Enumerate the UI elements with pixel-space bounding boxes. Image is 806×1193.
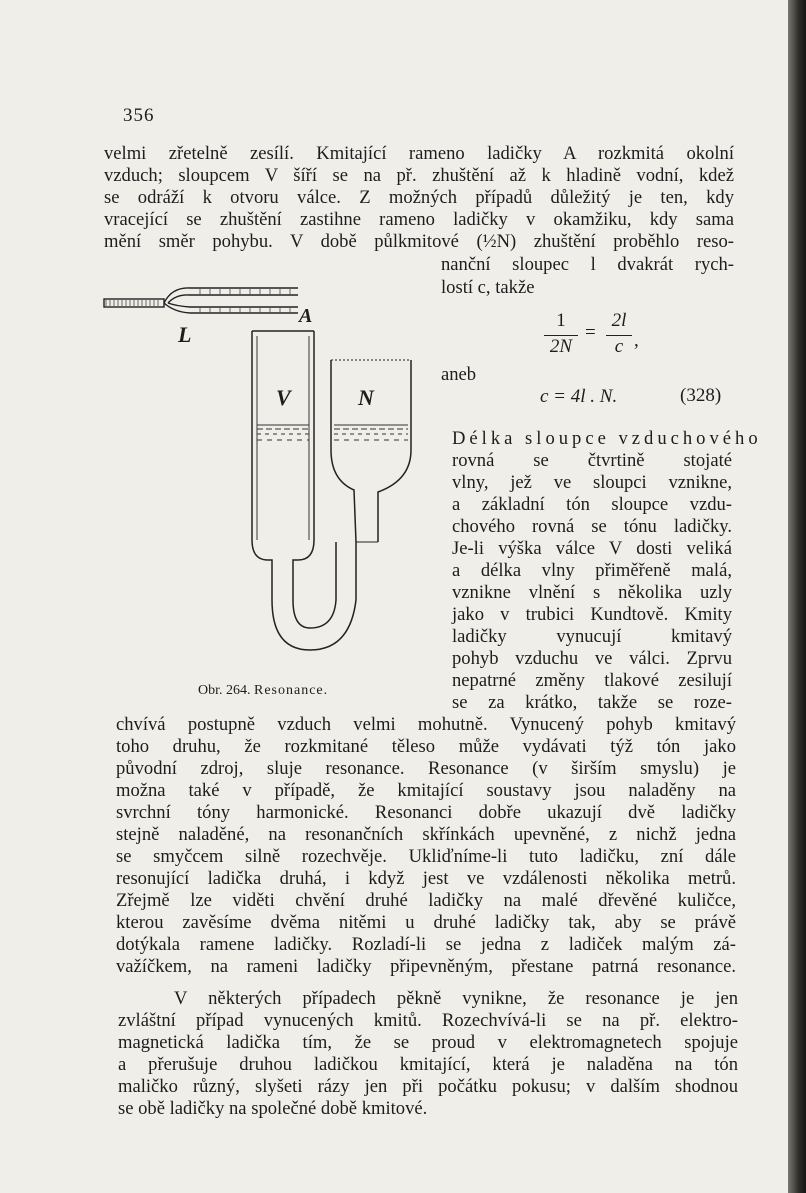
aneb-word: aneb <box>441 364 477 385</box>
reservoir-right <box>378 360 411 542</box>
text-line: pohyb vzduchu ve válci. Zprvu <box>452 648 732 669</box>
label-V: V <box>276 385 291 410</box>
text-line: vzduch; sloupcem V šíří se na př. zhuštění až k hladině vodní, kdež <box>104 165 734 186</box>
figure-caption <box>198 683 328 699</box>
text-line: a délka vlny přiměřeně malá, <box>452 560 732 581</box>
text-line: Zřejmě lze viděti chvění druhé ladičky na malé dřevěné kuličce, <box>116 890 736 911</box>
text-line: Je-li výška válce V dosti veliká <box>452 538 732 559</box>
text-line: magnetická ladička tím, že se proud v elektromagnetech spojuje <box>118 1032 738 1053</box>
text-line: a základní tón sloupce vzdu- <box>452 494 732 515</box>
text-line: kterou zavěsíme dvěma nitěmi u druhé ladičky tak, aby se právě <box>116 912 736 933</box>
text-line: jako v trubici Kundtově. Kmity <box>452 604 732 625</box>
equals-sign: = <box>585 322 596 343</box>
text-line: vznikne vlnění s několika uzly <box>452 582 732 603</box>
text-line: se za krátko, takže se roze- <box>452 692 732 713</box>
reservoir-left <box>331 360 356 542</box>
text-line: maličko různý, slyšeti rázy jen při počátku pokusu; v dalším shodnou <box>118 1076 738 1097</box>
text-line: mění směr pohybu. V době půlkmitové (½N) zhuštění proběhlo reso- <box>104 231 734 252</box>
equation-328: c = 4l . N. <box>540 386 618 407</box>
text-line: ladičky vynucují kmitavý <box>452 626 732 647</box>
frac-den-left: 2N <box>549 336 573 357</box>
text-line: V některých případech pěkně vynikne, že resonance je jen <box>174 988 738 1009</box>
text-line: nepatrné změny tlakové zesilují <box>452 670 732 691</box>
text-line: resonující ladička druhá, i když jest ve vzdálenosti několika metrů. <box>116 868 736 889</box>
text-line: važíčkem, na rameni ladičky připevněným, přestane patrná resonance. <box>116 956 736 977</box>
text-line: se odráží k otvoru válce. Z možných případů důležitý je ten, kdy <box>104 187 734 208</box>
frac-num-right: 2l <box>611 310 627 331</box>
text-line: a přerušuje druhou ladičkou kmitající, která je naladěna na tón <box>118 1054 738 1075</box>
comma: , <box>634 330 639 351</box>
text-line: nanční sloupec l dvakrát rych- <box>441 254 734 275</box>
text-line: vlny, jež ve sloupci vznikne, <box>452 472 732 493</box>
label-A: A <box>299 305 313 327</box>
label-L: L <box>178 322 192 347</box>
frac-den-right: c <box>614 336 624 357</box>
text-line: vracející se zhuštění zastihne rameno ladičky v okamžiku, kdy sama <box>104 209 734 230</box>
text-line: dotýkala ramene ladičky. Rozladí-li se jedna z ladiček malým zá- <box>116 934 736 955</box>
text-line: stejně naladěné, na resonančních skřínkách upevněné, z nichž jedna <box>116 824 736 845</box>
text-line: Délka sloupce vzduchového <box>452 428 762 449</box>
book-spine <box>788 0 806 1193</box>
text-line: chvívá postupně vzduch velmi mohutně. Vynucený pohyb kmitavý <box>116 714 736 735</box>
text-line: zvláštní případ vynucených kmitů. Rozechvívá-li se na př. elektro- <box>118 1010 738 1031</box>
label-N: N <box>358 385 374 410</box>
caption-number: Obr. 264. <box>198 683 251 698</box>
u-tube-outer <box>252 331 356 650</box>
text-line: toho druhu, že rozkmitané těleso může vydávati týž tón jako <box>116 736 736 757</box>
fork-arm-lower <box>164 303 298 313</box>
caption-title: Resonance. <box>254 683 329 698</box>
text-line: původní zdroj, sluje resonance. Resonance (v širším smyslu) je <box>116 758 736 779</box>
text-line: se obě ladičky na společné době kmitové. <box>118 1098 428 1119</box>
text-line: svrchní tóny harmonické. Resonanci dobře ukazují dvě ladičky <box>116 802 736 823</box>
frac-num-left: 1 <box>556 310 566 331</box>
page-number: 356 <box>123 105 155 126</box>
text-line: velmi zřetelně zesílí. Kmitající rameno ladičky A rozkmitá okolní <box>104 143 734 164</box>
equation-number: (328) <box>680 385 722 406</box>
text-line: možna také v případě, že kmitající soustavy jsou naladěny na <box>116 780 736 801</box>
text-line: se smyčcem silně rozechvěje. Ukliďníme-li tuto ladičku, zní dále <box>116 846 736 867</box>
text-line: rovná se čtvrtině stojaté <box>452 450 732 471</box>
text-line: lostí c, takže <box>441 277 535 298</box>
u-tube-inner <box>293 331 336 628</box>
text-line: chového rovná se tónu ladičky. <box>452 516 732 537</box>
